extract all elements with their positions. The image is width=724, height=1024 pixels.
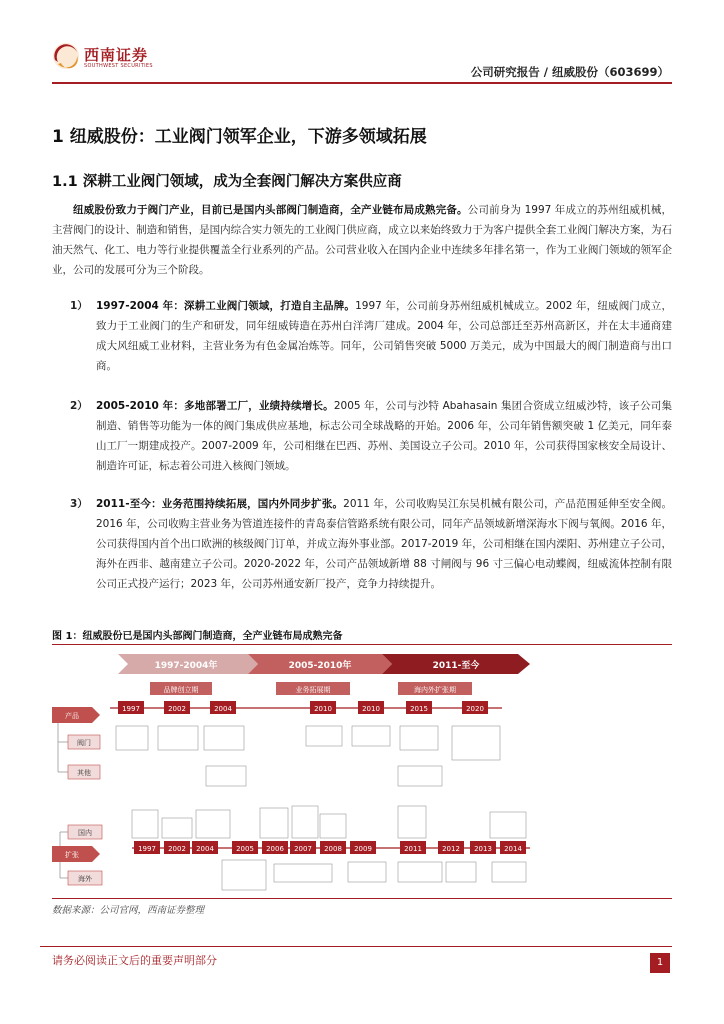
source-rule	[52, 898, 672, 899]
note-box	[206, 766, 246, 786]
note-box	[222, 860, 266, 890]
bottom-year-2012	[438, 841, 464, 854]
bottom-year-2008	[320, 841, 346, 854]
row-label-overseas: 海外	[78, 875, 92, 883]
bottom-year-2005	[232, 841, 258, 854]
stage-item-1	[70, 296, 672, 376]
section-heading: 1 纽威股份：工业阀门领军企业，下游多领域拓展	[52, 127, 427, 147]
bottom-year-1997	[134, 841, 160, 854]
svg-text:1997: 1997	[138, 845, 156, 853]
note-box	[196, 810, 230, 838]
svg-text:2015: 2015	[410, 705, 428, 713]
note-box	[492, 862, 526, 882]
stage-item-2	[70, 396, 672, 476]
note-box	[162, 818, 192, 838]
top-year-1997	[118, 701, 144, 714]
logo-mark-icon	[52, 42, 80, 70]
stage-number: 3）	[70, 498, 88, 510]
footer-rule	[40, 946, 672, 947]
stage-number: 2）	[70, 400, 88, 412]
top-year-2015	[406, 701, 432, 714]
note-box	[398, 806, 426, 838]
note-box	[320, 814, 346, 838]
bottom-year-2006	[262, 841, 288, 854]
figure-caption: 图 1：纽威股份已是国内头部阀门制造商，全产业链布局成熟完备	[52, 631, 343, 642]
phase-label-1: 1997-2004年	[154, 661, 218, 671]
phase-tag-3: 海内外扩张期	[414, 686, 456, 694]
figure-source: 数据来源：公司官网，西南证券整理	[52, 905, 205, 916]
row-label-expand: 扩张	[65, 851, 79, 859]
note-box	[158, 726, 198, 750]
bottom-year-2013	[470, 841, 496, 854]
bottom-year-2002	[164, 841, 190, 854]
note-box	[274, 864, 332, 882]
svg-text:2002: 2002	[168, 845, 186, 853]
stage-bold: 2011-至今：业务范围持续拓展，国内外同步扩张。	[96, 498, 344, 510]
top-year-2010a	[310, 701, 336, 714]
svg-text:2009: 2009	[354, 845, 372, 853]
stage-bold: 1997-2004 年：深耕工业阀门领域，打造自主品牌。	[96, 300, 356, 312]
phase-tag-1: 品牌创立期	[163, 686, 199, 694]
logo-cn: 西南证券	[84, 46, 149, 64]
note-box	[292, 806, 318, 838]
svg-text:1997: 1997	[122, 705, 140, 713]
note-box	[398, 766, 442, 786]
stage-item-3	[70, 494, 672, 594]
phase-label-2: 2005-2010年	[288, 661, 352, 671]
row-label-valve: 阀门	[77, 739, 91, 747]
svg-text:2013: 2013	[474, 845, 492, 853]
note-box	[132, 810, 158, 838]
intro-paragraph	[52, 200, 672, 280]
note-box	[260, 808, 288, 838]
bottom-year-2004	[192, 841, 218, 854]
note-box	[490, 812, 526, 838]
svg-text:2010: 2010	[314, 705, 332, 713]
note-box	[398, 862, 442, 882]
bottom-year-2014	[500, 841, 526, 854]
phase-tag-2: 业务拓展期	[295, 686, 331, 694]
stage-text: 2005 年，公司与沙特 Abahasain 集团合资成立纽威沙特，该子公司集制造、销售等功能为一体的阀门集成供应基地，标志公司全球战略的开始。2006 年，公司年销售额突破 1 亿美元，同年泰山工厂一期建成投产。2007-2009 年，公司相继在巴西、苏州、美国设立子公司。2010 年，公司获得国家核安全局设计、制造许可证，标志着公司进入核阀门领域。	[96, 400, 672, 472]
note-box	[204, 726, 244, 750]
svg-text:2004: 2004	[214, 705, 232, 713]
note-box	[348, 862, 386, 882]
row-label-domestic: 国内	[78, 829, 92, 837]
top-year-2002	[164, 701, 190, 714]
svg-text:2002: 2002	[168, 705, 186, 713]
stage-number: 1）	[70, 300, 88, 312]
figure-rule	[52, 644, 672, 645]
stage-text: 2011 年，公司收购吴江东吴机械有限公司，产品范围延伸至安全阀。2016 年，公司收购主营业务为管道连接件的青岛泰信管路系统有限公司，同年产品领域新增深海水下阀与氧阀。2016 年，公司获得国内首个出口欧洲的核级阀门订单，并成立海外事业部。2017-2019 年，公司相继在国内溧阳、苏州建立子公司，海外在西非、越南建立子公司。2020-2022 年，公司产品领域新增 88 寸闸阀与 96 寸三偏心电动蝶阀，纽威流体控制有限公司正式投产运行；2023 年，公司苏州通安新厂投产，竞争力持续提升。	[96, 498, 672, 590]
note-box	[116, 726, 148, 750]
note-box	[352, 726, 390, 746]
row-label-other: 其他	[77, 769, 91, 777]
note-box	[446, 862, 476, 882]
note-box	[306, 726, 342, 746]
subsection-heading: 1.1 深耕工业阀门领域，成为全套阀门解决方案供应商	[52, 174, 402, 190]
logo	[52, 42, 152, 74]
svg-text:2006: 2006	[266, 845, 284, 853]
page-number: 1	[650, 953, 670, 973]
svg-text:2012: 2012	[442, 845, 460, 853]
header-rule	[52, 82, 672, 84]
top-year-2010b	[358, 701, 384, 714]
timeline-figure	[52, 646, 672, 896]
phase-label-3: 2011-至今	[432, 661, 480, 671]
disclaimer-note: 请务必阅读正文后的重要声明部分	[52, 954, 217, 967]
logo-en: SOUTHWEST SECURITIES	[84, 63, 153, 69]
bottom-year-2011	[400, 841, 426, 854]
bottom-year-2009	[350, 841, 376, 854]
row-label-product: 产品	[65, 712, 79, 720]
svg-text:2011: 2011	[404, 845, 422, 853]
note-box	[452, 726, 500, 760]
svg-text:2014: 2014	[504, 845, 522, 853]
timeline-svg	[52, 646, 672, 896]
svg-text:2010: 2010	[362, 705, 380, 713]
svg-text:2020: 2020	[466, 705, 484, 713]
intro-bold: 纽威股份致力于阀门产业，目前已是国内头部阀门制造商，全产业链布局成熟完备。	[73, 204, 468, 216]
svg-text:2005: 2005	[236, 845, 254, 853]
svg-text:2007: 2007	[294, 845, 312, 853]
top-year-2004	[210, 701, 236, 714]
stage-text: 1997 年，公司前身苏州纽威机械成立。2002 年，纽威阀门成立，致力于工业阀门的生产和研发，同年纽威铸造在苏州白洋湾厂建成。2004 年，公司总部迁至苏州高新区，并在太丰通商建成大风纽威工业材料，主营业务为有色金属冶炼等。同年，公司销售突破 5000 万美元，成为中国最大的阀门制造商与出口商。	[96, 300, 672, 372]
stage-bold: 2005-2010 年：多地部署工厂，业绩持续增长。	[96, 400, 334, 412]
svg-text:2008: 2008	[324, 845, 342, 853]
note-box	[400, 726, 438, 750]
report-header-title: 公司研究报告 / 纽威股份（603699）	[470, 65, 669, 79]
top-year-2020	[462, 701, 488, 714]
svg-text:2004: 2004	[196, 845, 214, 853]
bottom-year-2007	[290, 841, 316, 854]
intro-text: 公司前身为 1997 年成立的苏州纽威机械，主营阀门的设计、制造和销售，是国内综合实力领先的工业阀门供应商，成立以来始终致力于为客户提供全套工业阀门解决方案，为石油天然气、化工、电力等行业提供覆盖全行业系列的产品。公司营业收入在国内企业中连续多年排名第一，作为工业阀门领域的领军企业，公司的发展可分为三个阶段。	[52, 204, 672, 276]
